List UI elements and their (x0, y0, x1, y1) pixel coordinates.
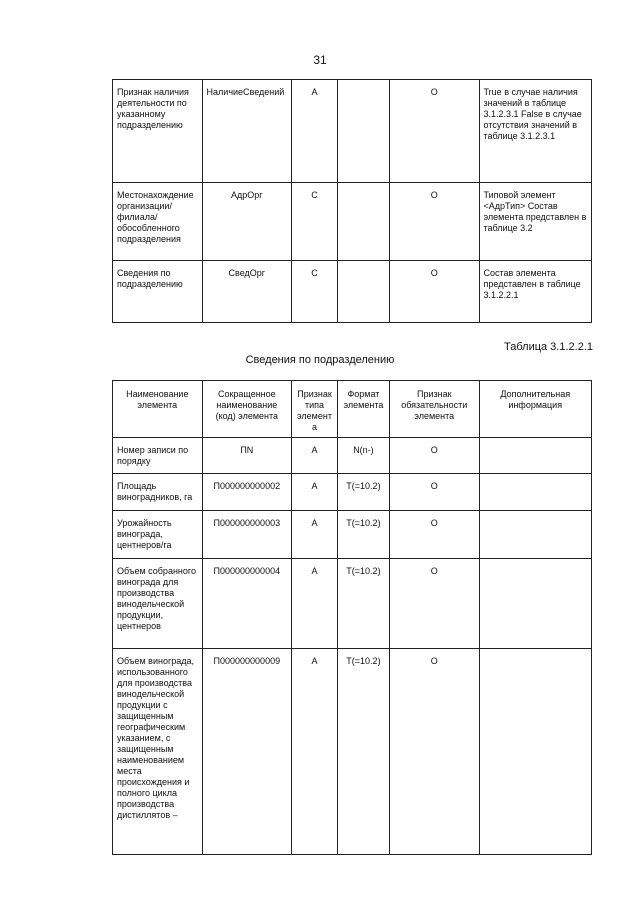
cell-name: Объем собранного винограда для производства винодельческой продукции, центнеров (113, 559, 203, 649)
table-row (113, 80, 592, 183)
cell-name: Номер записи по порядку (113, 438, 203, 474)
cell-info: Типовой элемент <АдрТип> Состав элемента представлен в таблице 3.2 (479, 183, 591, 261)
cell-format: T(=10.2) (337, 559, 389, 649)
cell-code: П000000000002 (202, 474, 292, 511)
cell-info (479, 474, 591, 511)
cell-code: П000000000009 (202, 649, 292, 855)
table-row (113, 438, 592, 474)
cell-type: А (292, 438, 338, 474)
cell-required: О (389, 183, 479, 261)
cell-code: АдрОрг (202, 183, 292, 261)
cell-name: Сведения по подразделению (113, 261, 203, 323)
cell-info: True в случае наличия значений в таблице 3.1.2.3.1 False в случае отсутствия значений в таблице 3.1.2.3.1 (479, 80, 591, 183)
cell-code: НаличиеСведений (202, 80, 292, 183)
cell-info (479, 559, 591, 649)
cell-format: T(=10.2) (337, 474, 389, 511)
header-info: Дополнительная информация (479, 381, 591, 438)
table-row (113, 183, 592, 261)
cell-code: СведОрг (202, 261, 292, 323)
table-title: Сведения по подразделению (245, 354, 395, 366)
table-row (113, 559, 592, 649)
table-row (113, 649, 592, 855)
cell-type: С (292, 183, 338, 261)
table-row (113, 261, 592, 323)
cell-type: А (292, 559, 338, 649)
cell-required: О (389, 80, 479, 183)
cell-format: T(=10.2) (337, 649, 389, 855)
cell-format (337, 261, 389, 323)
cell-name: Признак наличия деятельности по указанному подразделению (113, 80, 203, 183)
header-code: Сокращенное наименование (код) элемента (202, 381, 292, 438)
cell-name: Урожайность винограда, центнеров/га (113, 511, 203, 559)
continued-table (112, 79, 592, 323)
cell-required: О (389, 474, 479, 511)
table-row (113, 474, 592, 511)
cell-type: А (292, 80, 338, 183)
cell-format (337, 80, 389, 183)
cell-type: С (292, 261, 338, 323)
cell-format: N(n-) (337, 438, 389, 474)
cell-name: Площадь виноградников, га (113, 474, 203, 511)
cell-required: О (389, 559, 479, 649)
header-name: Наименование элемента (113, 381, 203, 438)
cell-required: О (389, 511, 479, 559)
cell-required: О (389, 261, 479, 323)
cell-type: А (292, 511, 338, 559)
cell-name: Местонахождение организации/ филиала/ обособленного подразделения (113, 183, 203, 261)
cell-info (479, 511, 591, 559)
header-type: Признак типа элемента (292, 381, 338, 438)
page-number: 31 (313, 53, 327, 67)
table-row (113, 511, 592, 559)
table-header-row (113, 381, 592, 438)
cell-code: ПN (202, 438, 292, 474)
table-number: Таблица 3.1.2.2.1 (504, 341, 593, 353)
cell-code: П000000000004 (202, 559, 292, 649)
header-format: Формат элемента (337, 381, 389, 438)
elements-table (112, 380, 592, 855)
cell-info (479, 649, 591, 855)
cell-format: T(=10.2) (337, 511, 389, 559)
cell-name: Объем винограда, использованного для производства винодельческой продукции с защищенным географическим указанием, с защищенным наименованием места происхождения и полного цикла производства дистиллятов – (113, 649, 203, 855)
header-required: Признак обязательности элемента (389, 381, 479, 438)
cell-info: Состав элемента представлен в таблице 3.1.2.2.1 (479, 261, 591, 323)
cell-code: П000000000003 (202, 511, 292, 559)
cell-info (479, 438, 591, 474)
cell-required: О (389, 649, 479, 855)
cell-required: О (389, 438, 479, 474)
cell-type: А (292, 474, 338, 511)
cell-format (337, 183, 389, 261)
cell-type: А (292, 649, 338, 855)
